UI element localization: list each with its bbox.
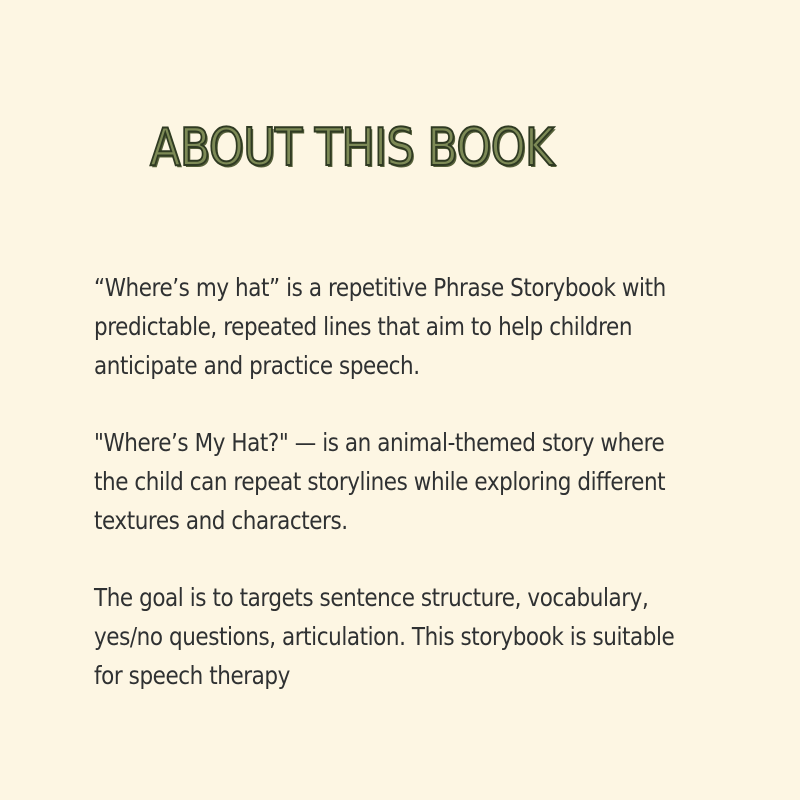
description-paragraph-1: “Where’s my hat” is a repetitive Phrase Storybook with predictable, repeated lines that aim to help children anticipate and practice speech. <box>94 273 666 380</box>
description-body <box>94 268 704 733</box>
page-title: ABOUT THIS BOOK <box>150 118 554 178</box>
description-paragraph-2: "Where’s My Hat?" — is an animal-themed story where the child can repeat storylines while exploring different textures and characters. <box>94 428 666 535</box>
description-paragraph-3: The goal is to targets sentence structure, vocabulary, yes/no questions, articulation. This storybook is suitable for speech therapy <box>94 583 675 690</box>
